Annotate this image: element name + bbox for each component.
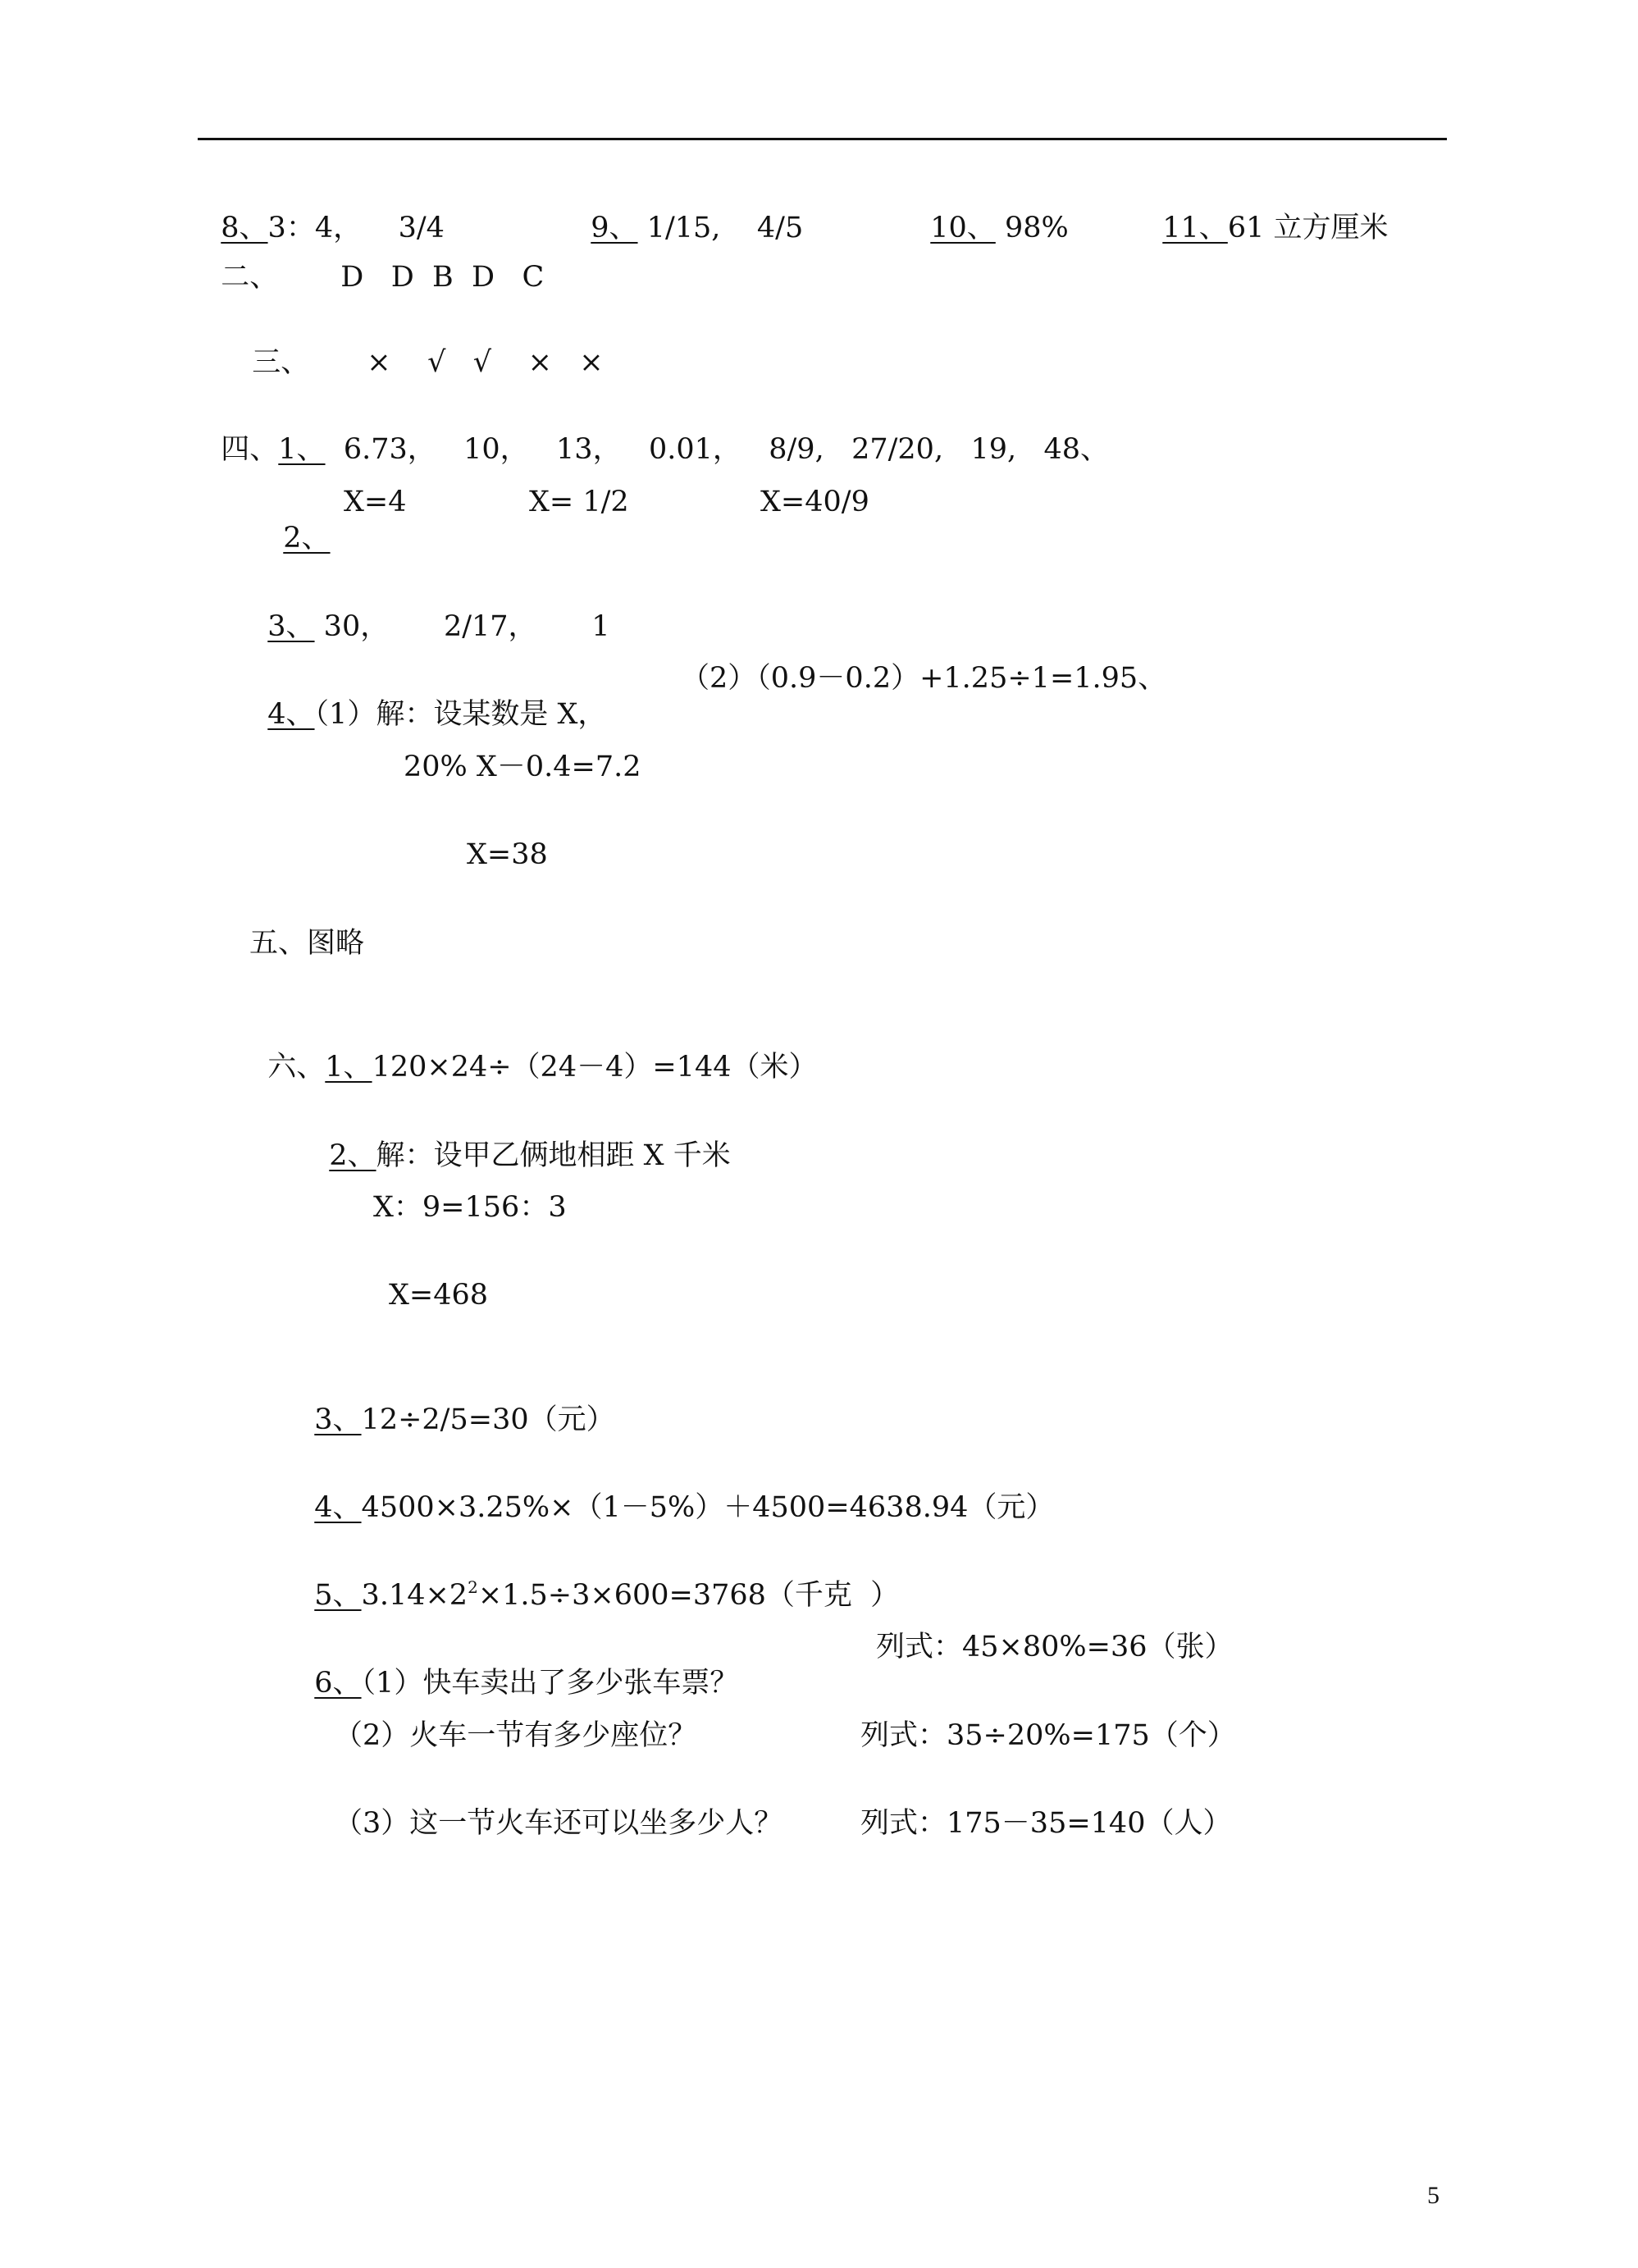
section-6-heading: 六、	[267, 1051, 326, 1084]
section-6-q2-row	[311, 1102, 731, 1174]
section-6-q4-row	[296, 1453, 1054, 1526]
q11-answer: 61 立方厘米	[1227, 212, 1389, 244]
s4-q2-label: 2、	[283, 522, 331, 554]
s6-q5-answer-pre: 3.14×2	[361, 1579, 468, 1612]
section-5-row: 五、图略	[249, 927, 365, 960]
section-6-q6-row	[296, 1629, 738, 1701]
s4-q2-answer-b: X= 1/2	[529, 486, 629, 518]
q11-row	[1144, 174, 1388, 246]
section-2-answers: D D B D C	[340, 261, 545, 294]
s6-q6-2-answer: 列式：35÷20%=175（个）	[860, 1719, 1236, 1752]
section-2-row	[203, 223, 544, 295]
q9-answer: 1/15, 4/5	[637, 212, 804, 244]
q10-answer: 98%	[995, 212, 1069, 244]
section-4-q1-row	[203, 395, 1109, 468]
q10-label: 10、	[930, 212, 996, 244]
s4-q4-equation-2: X=38	[467, 838, 548, 871]
q9-row	[573, 174, 803, 246]
section-6-q3-row	[296, 1366, 615, 1438]
s6-q4-answer: 4500×3.25%×（1－5%）＋4500=4638.94（元）	[361, 1491, 1055, 1524]
s4-q4-part2: （2）（0.9－0.2）+1.25÷1=1.95、	[681, 662, 1167, 695]
q8-answer: 3：4， 3/4	[267, 212, 445, 244]
s4-q2-answer-c: X=40/9	[760, 486, 869, 518]
s6-q6-1-answer: 列式：45×80%=36（张）	[876, 1631, 1234, 1663]
s6-q1-answer: 120×24÷（24－4）=144（米）	[372, 1051, 818, 1084]
s6-q6-3-answer: 列式：175－35=140（人）	[860, 1807, 1232, 1840]
section-3-row	[234, 308, 604, 381]
s4-q4-label: 4、	[267, 698, 315, 731]
s6-q6-2-question: （2）火车一节有多少座位？	[334, 1719, 697, 1752]
s4-q1-answers: 6.73， 10， 13， 0.01， 8/9, 27/20, 19, 48、	[325, 433, 1110, 466]
header-rule	[198, 138, 1447, 140]
section-4-q4-row	[249, 660, 606, 732]
q10-row	[912, 174, 1069, 246]
section-4-heading: 四、	[221, 433, 279, 466]
section-3-answers: × √ √ × ×	[367, 346, 604, 379]
section-6-q5-row	[296, 1541, 899, 1613]
s6-q2-label: 2、	[329, 1139, 376, 1172]
s4-q1-label: 1、	[278, 433, 326, 466]
s6-q4-label: 4、	[314, 1491, 362, 1524]
section-4-q2-row	[265, 484, 331, 556]
s6-q5-answer-post: ×1.5÷3×600=3768（千克 ）	[477, 1579, 900, 1612]
s4-q4-equation-1: 20% X－0.4=7.2	[404, 751, 641, 783]
s6-q6-3-question: （3）这一节火车还可以坐多少人？	[334, 1807, 783, 1840]
s4-q4-part1: （1）解：设某数是 X，	[314, 698, 607, 731]
q9-label: 9、	[591, 212, 638, 244]
s4-q2-answer-a: X=4	[344, 486, 407, 518]
page-number: 5	[1427, 2182, 1440, 2209]
s6-q6-1-question: （1）快车卖出了多少张车票？	[361, 1667, 739, 1700]
s6-q3-label: 3、	[314, 1403, 362, 1436]
q8-label: 8、	[221, 212, 268, 244]
section-3-heading: 三、	[252, 346, 310, 379]
section-6-q1-row	[249, 1013, 818, 1085]
s6-q5-exponent: 2	[468, 1577, 478, 1597]
s6-q2-equation-1: X：9=156：3	[373, 1191, 567, 1224]
s6-q2-equation-2: X=468	[389, 1279, 489, 1312]
section-4-q3-row	[249, 573, 610, 645]
s6-q1-label: 1、	[325, 1051, 372, 1084]
s4-q3-answers: 30， 2/17， 1	[314, 610, 610, 643]
s6-q6-label: 6、	[314, 1667, 362, 1700]
s6-q5-label: 5、	[314, 1579, 362, 1612]
s6-q2-answer: 解：设甲乙俩地相距 X 千米	[376, 1139, 731, 1172]
section-2-heading: 二、	[221, 261, 279, 294]
s6-q3-answer: 12÷2/5=30（元）	[361, 1403, 615, 1436]
s4-q3-label: 3、	[267, 610, 315, 643]
q11-label: 11、	[1162, 212, 1228, 244]
